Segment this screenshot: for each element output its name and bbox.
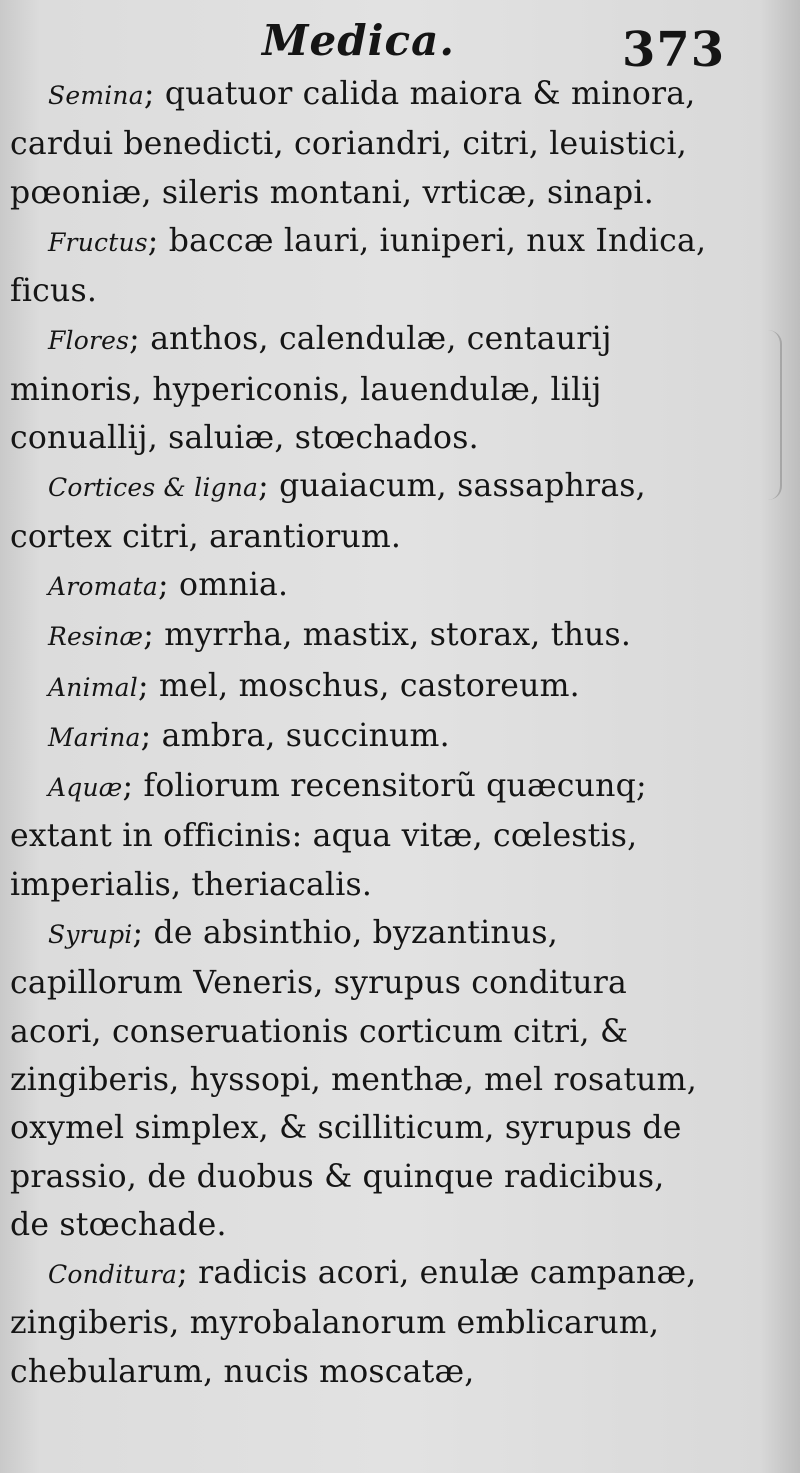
page-header <box>0 8 800 78</box>
paragraph-text: ; radicis acori, enulæ campanæ, zingiberis, myrobalanorum emblicarum, chebularum, nucis moscatæ, <box>10 1255 697 1390</box>
paragraph-heading: Resinæ <box>48 622 144 652</box>
paragraph-aromata <box>10 561 710 611</box>
paragraph-syrupi <box>10 909 710 1249</box>
paragraph-text: ; foliorum recensitorũ quæcunq; extant in officinis: aqua vitæ, cœlestis, imperialis, theriacalis. <box>10 768 647 903</box>
body-text <box>10 70 710 1396</box>
paragraph-heading: Aquæ <box>48 773 123 803</box>
paragraph-heading: Aromata <box>48 571 159 601</box>
paragraph-heading: Syrupi <box>48 920 133 950</box>
paragraph-text: ; guaiacum, sassaphras, cortex citri, arantiorum. <box>10 468 646 555</box>
paragraph-cortices <box>10 462 710 561</box>
paragraph-heading: Flores <box>48 326 130 356</box>
paragraph-heading: Semina <box>48 81 144 110</box>
paragraph-text: ; de absinthio, byzantinus, capillorum Veneris, syrupus conditura acori, conseruationis corticum citri, & zingiberis, hyssopi, menthæ, mel rosatum, oxymel simplex, & scilliticum, syrupus de prassio, de duobus & quinque radicibus, de stœchade. <box>10 915 697 1243</box>
paragraph-text: ; anthos, calendulæ, centaurij minoris, hypericonis, lauendulæ, lilij conuallij, saluiæ, stœchados. <box>10 321 612 457</box>
paragraph-flores <box>10 315 710 462</box>
paragraph-animal <box>10 662 710 712</box>
paragraph-text: ; baccæ lauri, iuniperi, nux Indica, ficus. <box>10 222 707 310</box>
paragraph-aquae <box>10 762 710 909</box>
paragraph-text: ; ambra, succinum. <box>140 717 450 754</box>
running-title: Medica. <box>262 16 455 65</box>
paragraph-text: ; quatuor calida maiora & minora, cardui benedicti, coriandri, citri, leuistici, pœoniæ, sileris montani, vrticæ, sinapi. <box>10 76 696 211</box>
paragraph-semina <box>10 70 710 217</box>
paragraph-text: ; mel, moschus, castoreum. <box>137 667 580 704</box>
paragraph-heading: Cortices & ligna <box>48 473 259 503</box>
paragraph-fructus <box>10 217 710 316</box>
paragraph-heading: Fructus <box>48 227 148 257</box>
paragraph-heading: Animal <box>48 672 138 702</box>
paragraph-heading: Conditura <box>48 1260 178 1290</box>
paragraph-text: ; omnia. <box>158 566 289 603</box>
paragraph-conditura <box>10 1249 710 1396</box>
bleed-through-bracket <box>768 330 782 500</box>
paragraph-marina <box>10 712 710 762</box>
page-number: 373 <box>622 22 726 78</box>
paragraph-text: ; myrrha, mastix, storax, thus. <box>143 617 632 654</box>
paragraph-heading: Marina <box>48 722 141 752</box>
paragraph-resinae <box>10 611 710 661</box>
